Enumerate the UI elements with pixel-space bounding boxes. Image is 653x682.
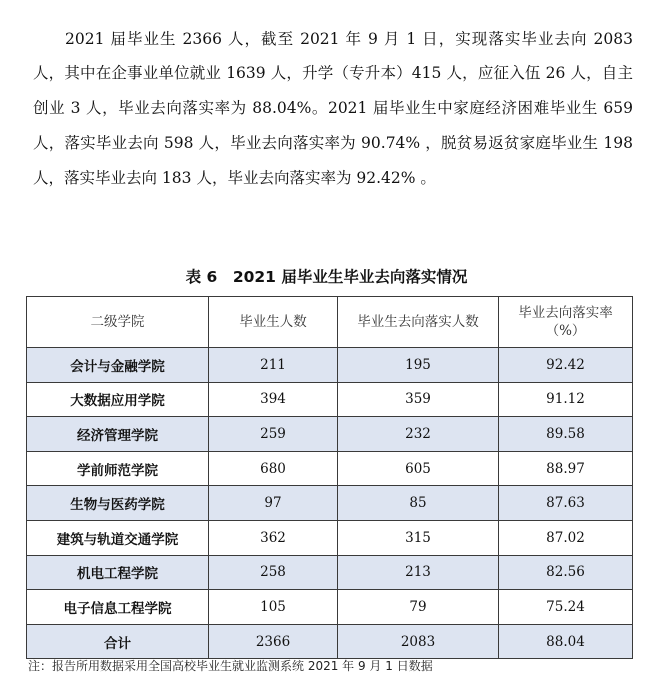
- cell-college: 合计: [27, 624, 209, 659]
- header-college: 二级学院: [27, 297, 209, 348]
- cell-college: 经济管理学院: [27, 417, 209, 452]
- table-row: [27, 486, 633, 521]
- cell-rate: 87.02: [499, 520, 633, 555]
- summary-text: 2021 届毕业生 2366 人，截至 2021 年 9 月 1 日，实现落实毕业去向 2083 人，其中在企事业单位就业 1639 人，升学（专升本）415 人，应征入伍 26 人，自主创业 3 人，毕业去向落实率为 88.04%。2021 届毕业生中家庭经济困难毕业生 659 人，落实毕业去向 598 人，毕业去向落实率为 90.74% ，脱贫易返贫家庭毕业生 198 人，落实毕业去向 183 人，毕业去向落实率为 92.42% 。: [33, 29, 633, 187]
- cell-placed: 359: [338, 382, 499, 417]
- cell-rate: 87.63: [499, 486, 633, 521]
- cell-college: 会计与金融学院: [27, 348, 209, 383]
- cell-placed: 85: [338, 486, 499, 521]
- cell-placed: 213: [338, 555, 499, 590]
- cell-graduates: 394: [209, 382, 338, 417]
- cell-rate: 88.04: [499, 624, 633, 659]
- cell-college: 建筑与轨道交通学院: [27, 520, 209, 555]
- header-placed: 毕业生去向落实人数: [338, 297, 499, 348]
- header-rate-text: 毕业去向落实率（%）: [518, 305, 613, 339]
- table-row: [27, 348, 633, 383]
- cell-graduates: 258: [209, 555, 338, 590]
- table-row: [27, 590, 633, 625]
- cell-rate: 92.42: [499, 348, 633, 383]
- cell-graduates: 680: [209, 451, 338, 486]
- cell-rate: 75.24: [499, 590, 633, 625]
- source-note: 注：报告所用数据采用全国高校毕业生就业监测系统 2021 年 9 月 1 日数据: [28, 659, 433, 673]
- table-row: [27, 417, 633, 452]
- table-row: [27, 382, 633, 417]
- cell-rate: 88.97: [499, 451, 633, 486]
- summary-paragraph: [33, 22, 633, 196]
- cell-graduates: 2366: [209, 624, 338, 659]
- cell-college: 机电工程学院: [27, 555, 209, 590]
- table-row: [27, 520, 633, 555]
- table-row: [27, 555, 633, 590]
- cell-graduates: 211: [209, 348, 338, 383]
- header-rate: [499, 297, 633, 348]
- table-header-row: [27, 297, 633, 348]
- cell-rate: 89.58: [499, 417, 633, 452]
- table-row: [27, 451, 633, 486]
- cell-placed: 79: [338, 590, 499, 625]
- table-caption: 表 6 2021 届毕业生毕业去向落实情况: [185, 268, 468, 286]
- cell-college: 电子信息工程学院: [27, 590, 209, 625]
- cell-graduates: 105: [209, 590, 338, 625]
- cell-graduates: 97: [209, 486, 338, 521]
- header-graduates: 毕业生人数: [209, 297, 338, 348]
- cell-graduates: 362: [209, 520, 338, 555]
- cell-college: 生物与医药学院: [27, 486, 209, 521]
- cell-placed: 2083: [338, 624, 499, 659]
- cell-placed: 605: [338, 451, 499, 486]
- cell-college: 大数据应用学院: [27, 382, 209, 417]
- cell-placed: 232: [338, 417, 499, 452]
- cell-placed: 195: [338, 348, 499, 383]
- table-row: [27, 624, 633, 659]
- cell-rate: 91.12: [499, 382, 633, 417]
- cell-college: 学前师范学院: [27, 451, 209, 486]
- cell-placed: 315: [338, 520, 499, 555]
- cell-rate: 82.56: [499, 555, 633, 590]
- placement-table: [26, 296, 633, 659]
- cell-graduates: 259: [209, 417, 338, 452]
